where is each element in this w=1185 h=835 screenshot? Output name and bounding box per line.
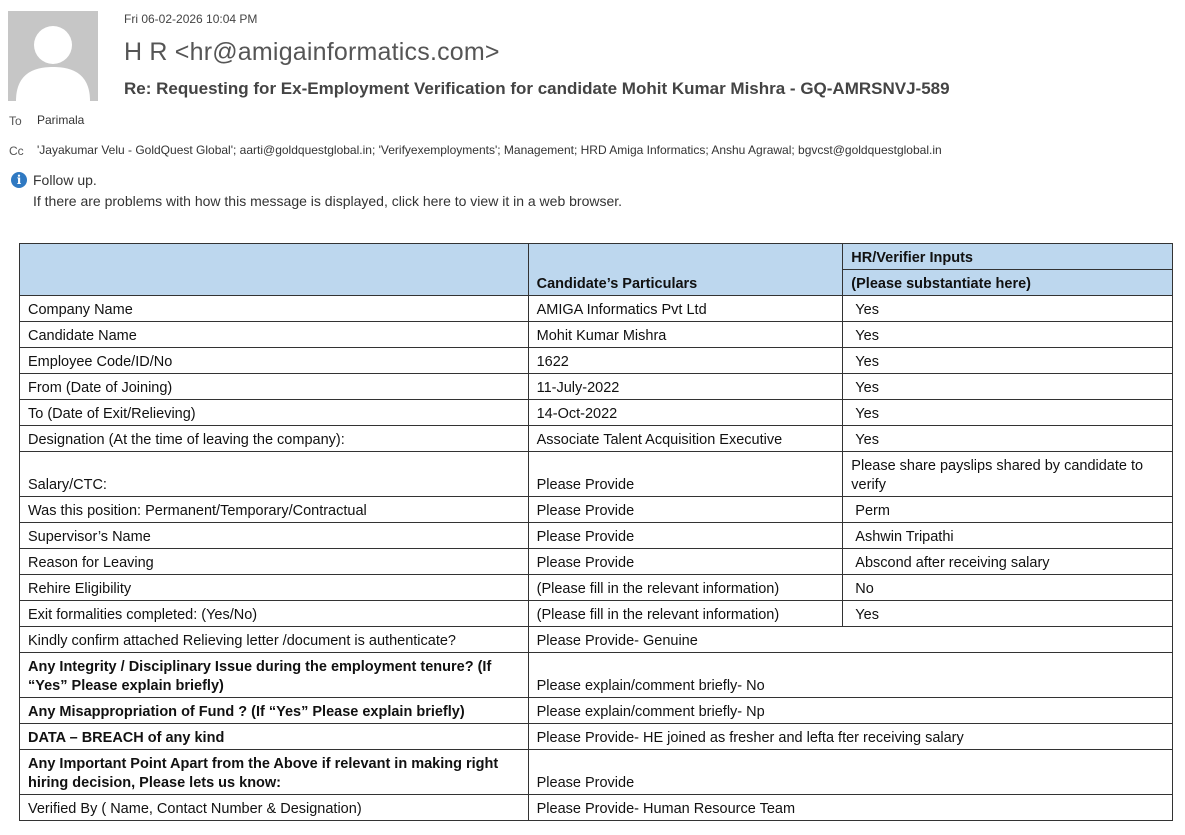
row-input: Please share payslips shared by candidate to verify [843, 452, 1173, 497]
table-row [20, 452, 1173, 497]
row-input: Yes [843, 296, 1173, 322]
row-input: Yes [843, 322, 1173, 348]
table-row [20, 374, 1173, 400]
header-empty-cell [20, 244, 529, 296]
row-label: Salary/CTC: [20, 452, 529, 497]
row-input: Yes [843, 601, 1173, 627]
row-input: No [843, 575, 1173, 601]
row-label: Candidate Name [20, 322, 529, 348]
row-label: Any Important Point Apart from the Above if relevant in making right hiring decision, Please lets us know: [20, 750, 529, 795]
cc-label: Cc [9, 144, 24, 158]
row-particulars: Please Provide [528, 497, 843, 523]
row-label: From (Date of Joining) [20, 374, 529, 400]
row-label: Employee Code/ID/No [20, 348, 529, 374]
row-value: Please explain/comment briefly- No [528, 653, 1172, 698]
sender-avatar [8, 11, 98, 101]
table-row-merged [20, 698, 1173, 724]
row-label: DATA – BREACH of any kind [20, 724, 529, 750]
row-label: Kindly confirm attached Relieving letter /document is authenticate? [20, 627, 529, 653]
table-row-merged [20, 750, 1173, 795]
row-input: Abscond after receiving salary [843, 549, 1173, 575]
table-row [20, 322, 1173, 348]
table-row [20, 523, 1173, 549]
row-label: Any Misappropriation of Fund ? (If “Yes” Please explain briefly) [20, 698, 529, 724]
header-substantiate: (Please substantiate here) [843, 270, 1173, 296]
row-value: Please Provide [528, 750, 1172, 795]
to-recipients[interactable]: Parimala [37, 113, 85, 127]
row-label: Company Name [20, 296, 529, 322]
table-row-merged [20, 653, 1173, 698]
table-row [20, 296, 1173, 322]
header-hr-verifier-inputs: HR/Verifier Inputs [843, 244, 1173, 270]
email-sender[interactable]: H R <hr@amigainformatics.com> [124, 38, 500, 66]
row-value: Please explain/comment briefly- Np [528, 698, 1172, 724]
verification-table [19, 243, 1173, 821]
row-particulars: 14-Oct-2022 [528, 400, 843, 426]
row-particulars: AMIGA Informatics Pvt Ltd [528, 296, 843, 322]
table-row [20, 549, 1173, 575]
row-label: Reason for Leaving [20, 549, 529, 575]
row-label: Verified By ( Name, Contact Number & Designation) [20, 795, 529, 821]
row-label: Designation (At the time of leaving the company): [20, 426, 529, 452]
table-row [20, 497, 1173, 523]
header-candidate-particulars: Candidate’s Particulars [528, 244, 843, 296]
row-input: Ashwin Tripathi [843, 523, 1173, 549]
row-particulars: Mohit Kumar Mishra [528, 322, 843, 348]
cc-recipients[interactable]: 'Jayakumar Velu - GoldQuest Global'; aarti@goldquestglobal.in; 'Verifyexemployments'; Management; HRD Amiga Informatics; Anshu Agrawal; bgvcst@goldquestglobal.in [37, 143, 942, 157]
row-value: Please Provide- Genuine [528, 627, 1172, 653]
row-input: Yes [843, 348, 1173, 374]
row-input: Yes [843, 374, 1173, 400]
row-particulars: Associate Talent Acquisition Executive [528, 426, 843, 452]
email-date: Fri 06-02-2026 10:04 PM [124, 12, 258, 26]
row-value: Please Provide- HE joined as fresher and lefta fter receiving salary [528, 724, 1172, 750]
row-particulars: (Please fill in the relevant information) [528, 575, 843, 601]
row-particulars: Please Provide [528, 549, 843, 575]
info-icon: i [11, 172, 27, 188]
table-row [20, 348, 1173, 374]
table-row [20, 400, 1173, 426]
row-label: Any Integrity / Disciplinary Issue during the employment tenure? (If “Yes” Please explain briefly) [20, 653, 529, 698]
table-row [20, 426, 1173, 452]
row-particulars: 1622 [528, 348, 843, 374]
row-label: Exit formalities completed: (Yes/No) [20, 601, 529, 627]
row-particulars: (Please fill in the relevant information) [528, 601, 843, 627]
row-particulars: Please Provide [528, 523, 843, 549]
row-particulars: 11-July-2022 [528, 374, 843, 400]
view-in-browser-link[interactable]: If there are problems with how this message is displayed, click here to view it in a web browser. [33, 193, 623, 209]
person-silhouette-icon [8, 11, 98, 101]
row-particulars: Please Provide [528, 452, 843, 497]
row-input: Yes [843, 400, 1173, 426]
row-label: Rehire Eligibility [20, 575, 529, 601]
row-input: Perm [843, 497, 1173, 523]
table-row [20, 575, 1173, 601]
table-row-merged [20, 795, 1173, 821]
table-row [20, 601, 1173, 627]
row-input: Yes [843, 426, 1173, 452]
row-value: Please Provide- Human Resource Team [528, 795, 1172, 821]
row-label: To (Date of Exit/Relieving) [20, 400, 529, 426]
email-subject: Re: Requesting for Ex-Employment Verification for candidate Mohit Kumar Mishra - GQ-AMRSNVJ-589 [124, 79, 950, 98]
table-row-merged [20, 724, 1173, 750]
row-label: Supervisor’s Name [20, 523, 529, 549]
table-header-row-1 [20, 244, 1173, 270]
follow-up-flag: Follow up. [33, 172, 97, 188]
row-label: Was this position: Permanent/Temporary/Contractual [20, 497, 529, 523]
table-row-merged [20, 627, 1173, 653]
to-label: To [9, 114, 22, 128]
